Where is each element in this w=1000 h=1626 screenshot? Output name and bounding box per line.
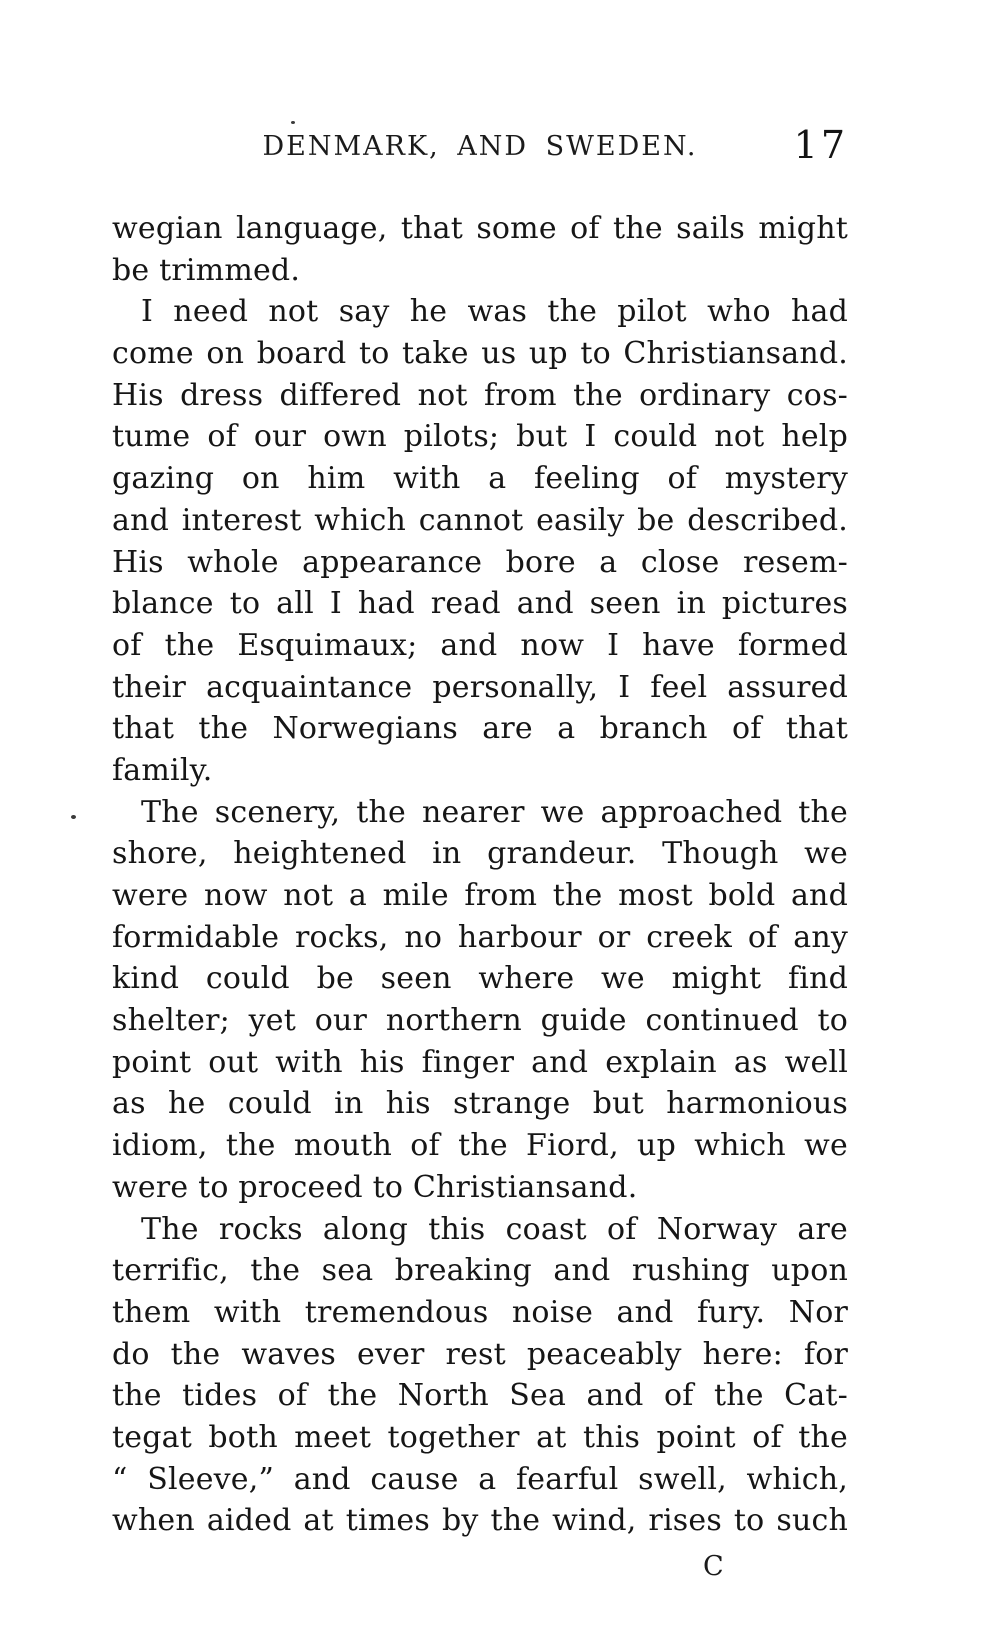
text-line: were to proceed to Christiansand.: [112, 1169, 638, 1205]
text-line: tume of our own pilots; but I could not help: [112, 419, 848, 455]
text-line: The scenery, the nearer we approached the: [141, 794, 848, 830]
text-line: them with tremendous noise and fury. Nor: [112, 1294, 848, 1330]
text-line: shore, heightened in grandeur. Though we: [112, 836, 848, 872]
text-line: His whole appearance bore a close resem-: [112, 544, 848, 580]
text-line: terrific, the sea breaking and rushing upon: [112, 1253, 848, 1289]
text-line: that the Norwegians are a branch of that: [112, 711, 848, 747]
text-line: tegat both meet together at this point of the: [112, 1419, 848, 1455]
text-line: I need not say he was the pilot who had: [141, 294, 848, 330]
text-line: come on board to take us up to Christiansand.: [112, 336, 848, 372]
scan-speck: [291, 121, 295, 124]
text-line: when aided at times by the wind, rises to such: [112, 1503, 848, 1539]
text-line: shelter; yet our northern guide continued to: [112, 1003, 848, 1039]
scan-speck: [71, 815, 76, 819]
text-line: “ Sleeve,” and cause a fearful swell, which,: [112, 1461, 848, 1497]
text-line: the tides of the North Sea and of the Cat-: [112, 1378, 848, 1414]
body-text: [112, 208, 848, 1542]
text-line: His dress differed not from the ordinary cos-: [112, 377, 848, 413]
text-line: be trimmed.: [112, 252, 301, 288]
running-title: DENMARK, AND SWEDEN.: [262, 131, 698, 162]
text-line: were now not a mile from the most bold and: [112, 878, 848, 913]
page-header: [112, 123, 848, 170]
text-line: of the Esquimaux; and now I have formed: [112, 627, 848, 663]
text-line: gazing on him with a feeling of mystery: [112, 461, 848, 497]
text-line: formidable rocks, no harbour or creek of any: [112, 919, 848, 955]
text-line: The rocks along this coast of Norway are: [141, 1211, 848, 1247]
text-line: family.: [112, 752, 213, 788]
text-line: as he could in his strange but harmonious: [112, 1086, 848, 1122]
text-line: and interest which cannot easily be described.: [112, 502, 848, 538]
text-line: do the waves ever rest peaceably here: for: [112, 1336, 848, 1372]
text-line: point out with his finger and explain as well: [112, 1044, 848, 1080]
signature-mark: C: [703, 1551, 724, 1582]
page-number: 17: [793, 123, 848, 167]
text-line: blance to all I had read and seen in pictures: [112, 586, 848, 622]
text-line: their acquaintance personally, I feel assured: [112, 669, 848, 705]
text-line: kind could be seen where we might find: [112, 961, 848, 997]
text-line: wegian language, that some of the sails might: [112, 211, 848, 246]
text-line: idiom, the mouth of the Fiord, up which we: [112, 1128, 848, 1164]
